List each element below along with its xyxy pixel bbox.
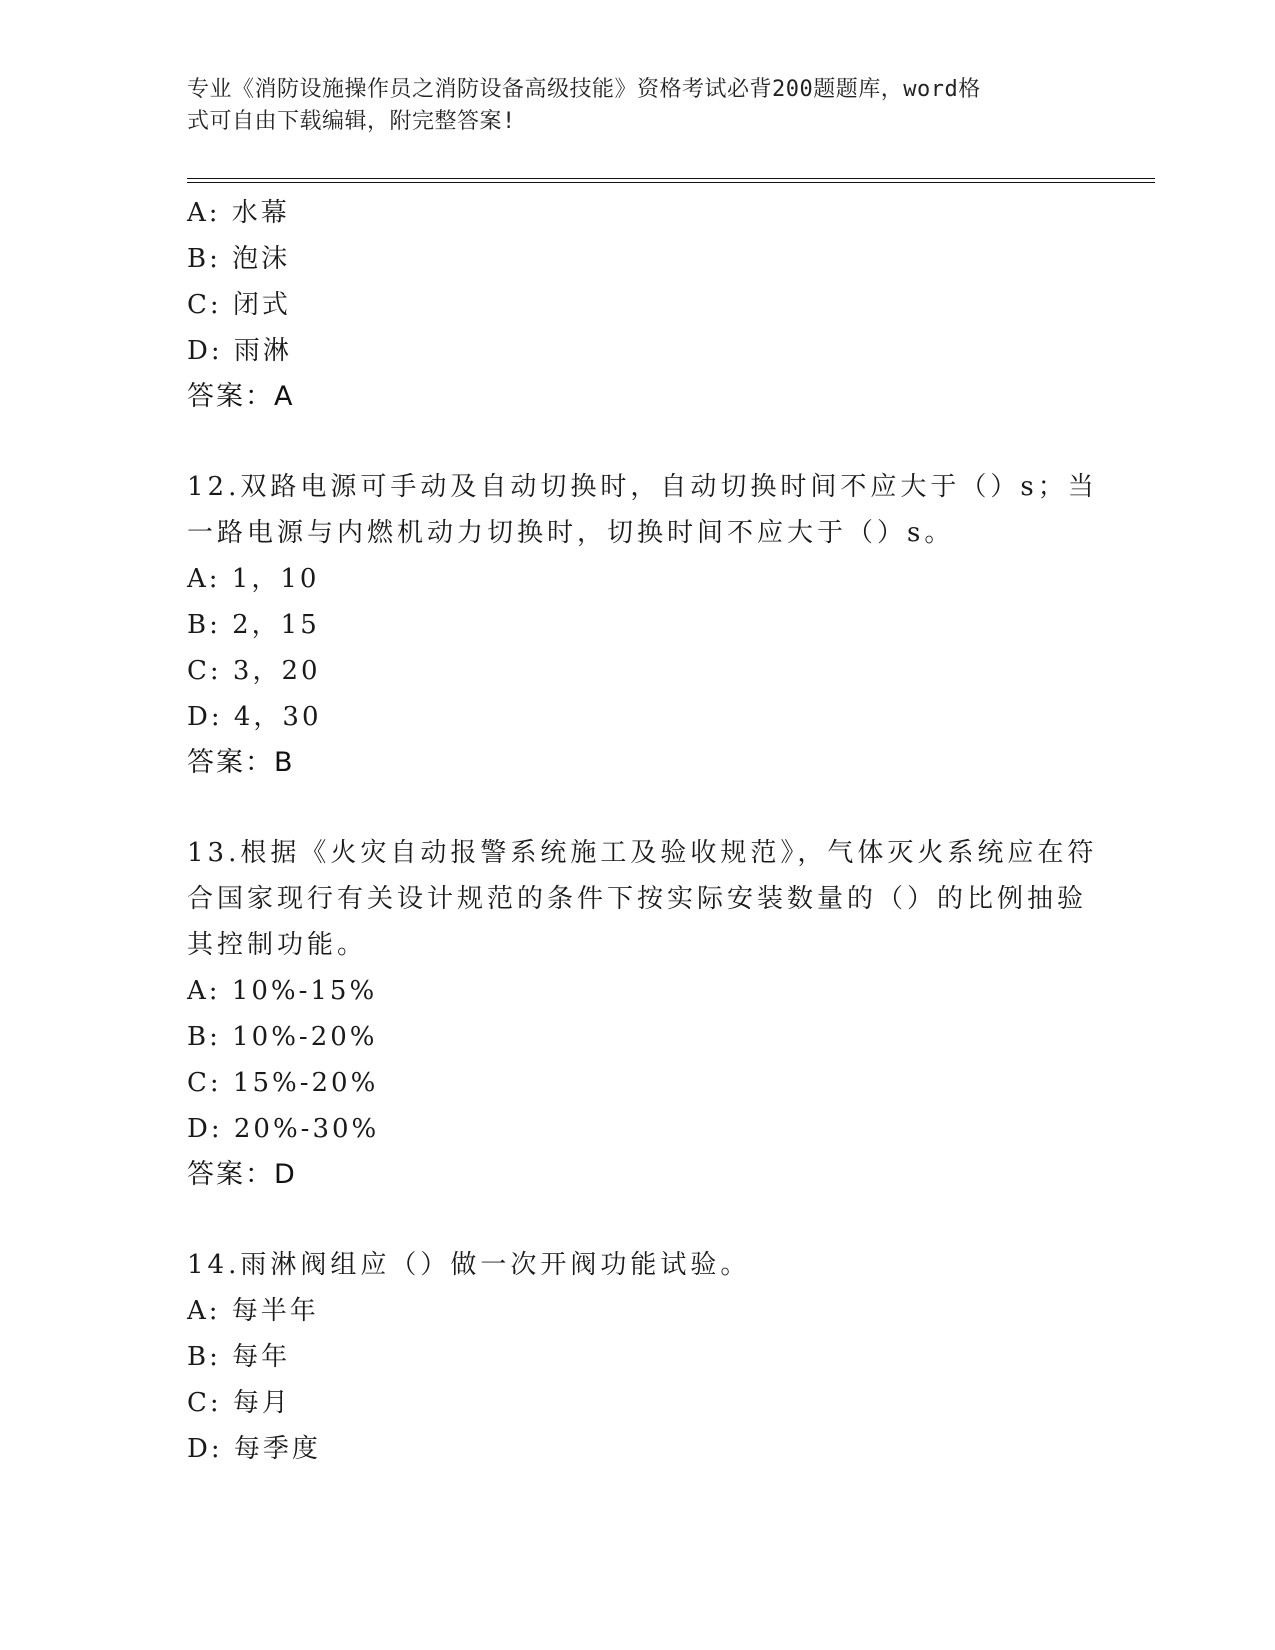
question-list [187,190,1098,1472]
option-b: B: 2，15 [187,610,320,640]
question-text-line: 合国家现行有关设计规范的条件下按实际安装数量的（）的比例抽验 [187,884,1088,914]
header-line-2: 式可自由下载编辑，附完整答案! [187,109,516,134]
option-a: A: 每半年 [187,1296,319,1326]
option-b: B: 10%-20% [187,1022,378,1052]
question-text-line: 14.雨淋阀组应（）做一次开阀功能试验。 [187,1250,751,1280]
option-b: B: 每年 [187,1342,291,1372]
question-text-line: 其控制功能。 [187,930,368,960]
question-12 [187,464,1098,786]
option-d: D: 每季度 [187,1434,321,1464]
question-13 [187,830,1098,1198]
spacer [187,1198,1087,1242]
question-text-line: 一路电源与内燃机动力切换时，切换时间不应大于（）s。 [187,518,955,548]
answer-label: 答案：A [187,381,295,412]
option-a: A: 水幕 [187,198,290,228]
header-rule-top [187,178,1155,179]
header-rule-bottom [187,182,1155,183]
question-text-line: 13.根据《火灾自动报警系统施工及验收规范》，气体灭火系统应在符 [187,838,1098,868]
option-c: C: 15%-20% [187,1068,379,1098]
question-text-line: 12.双路电源可手动及自动切换时，自动切换时间不应大于（）s；当 [187,472,1098,502]
option-a: A: 10%-15% [187,976,378,1006]
option-c: C: 闭式 [187,290,291,320]
header-line-1: 专业《消防设施操作员之消防设备高级技能》资格考试必背200题题库，word格 [187,77,981,102]
spacer [187,420,1087,464]
option-a: A: 1，10 [187,564,320,594]
document-header [187,74,1067,138]
question-11-continued [187,190,1087,420]
option-d: D: 雨淋 [187,336,292,366]
question-14 [187,1242,1087,1472]
option-d: D: 4，30 [187,702,322,732]
answer-label: 答案：D [187,1159,297,1190]
option-b: B: 泡沫 [187,244,291,274]
answer-label: 答案：B [187,747,295,778]
option-c: C: 3，20 [187,656,321,686]
spacer [187,786,1087,830]
option-c: C: 每月 [187,1388,291,1418]
option-d: D: 20%-30% [187,1114,380,1144]
